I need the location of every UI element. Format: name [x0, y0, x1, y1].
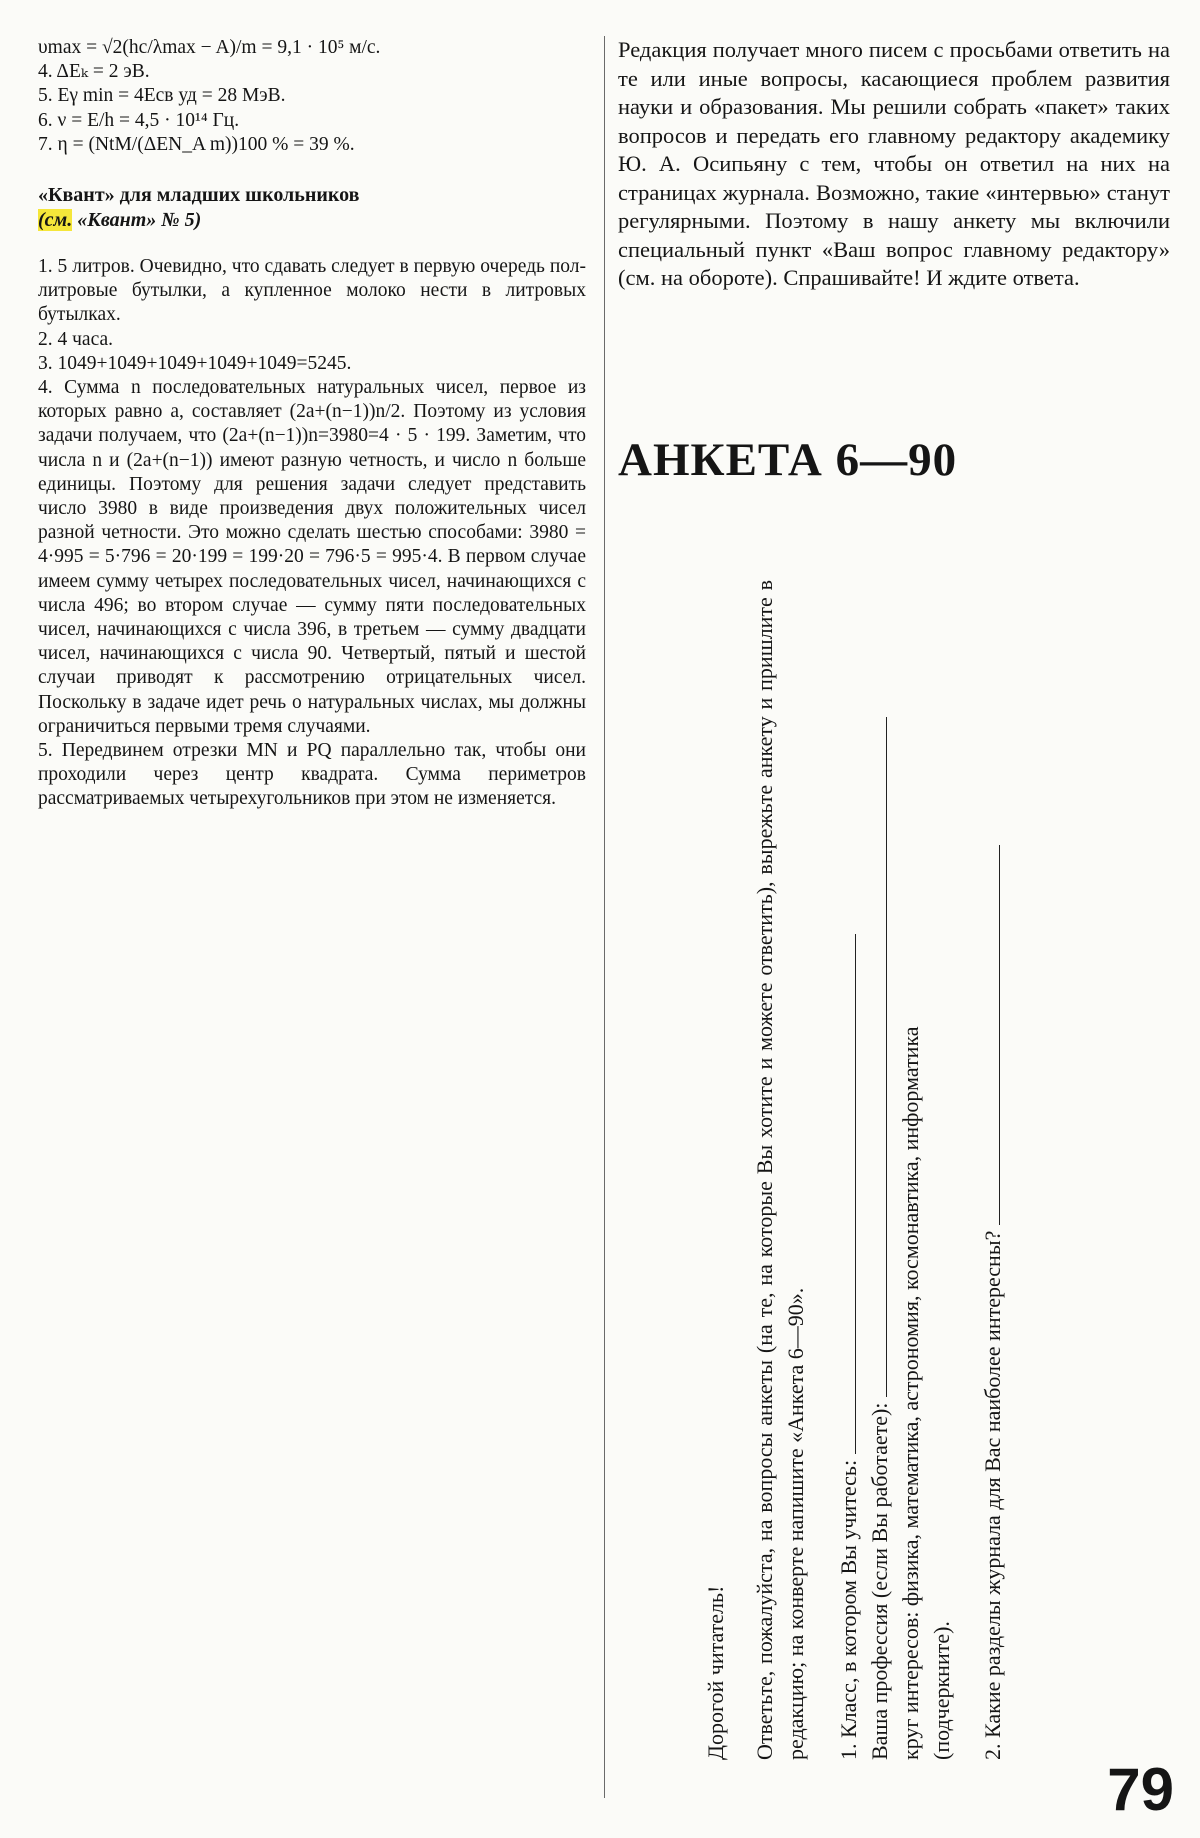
column-divider: [604, 36, 605, 1798]
solution-item: 2. 4 часа.: [38, 328, 114, 350]
greeting: Дорогой читатель!: [703, 1585, 728, 1760]
q1-profession-answer-line[interactable]: [885, 717, 887, 1397]
q1-interests-note: (подчеркните).: [929, 1621, 954, 1760]
solution-item: 5. Передвинем отрезки MN и PQ параллельно так, чтобы они проходили через центр квадрата. Сумма периметров рассматриваемых четырехугольников при этом не изменяется.: [38, 740, 586, 810]
q2-answer-line[interactable]: [998, 845, 1000, 1225]
q1-profession-label: Ваша профессия (если Вы работаете):: [867, 1402, 892, 1760]
solution-item: 1. 5 литров. Очевидно, что сдавать следует в первую очередь пол-литровые бутылки, а купленное молоко нести в литровых бутылках.: [38, 256, 586, 326]
right-column: [618, 36, 1170, 486]
q1-class-label: 1. Класс, в котором Вы учитесь:: [836, 1459, 861, 1760]
instructions: Ответьте, пожалуйста, на вопросы анкеты (на те, на которые Вы хотите и можете ответить), вырежьте анкету и пришлите в редакцию; на конверте напишите «Анкета 6—90».: [752, 580, 808, 1760]
q2-label: 2. Какие разделы журнала для Вас наиболее интересны?: [980, 1230, 1005, 1760]
q1-interests[interactable]: круг интересов: физика, математика, астрономия, космонавтика, информатика: [898, 1026, 923, 1760]
editorial-intro: Редакция получает много писем с просьбами ответить на те или иные вопросы, касающиеся проблем развития науки и образования. Мы решили собрать «пакет» таких вопросов и передать его главному редактору академику Ю. А. Осипьяну с тем, чтобы он ответил на них на страницах журнала. Возможно, такие «интервью» станут регулярными. Поэтому в нашу анкету мы включили специальный пункт «Ваш вопрос главному редактору» (см. на обороте). Спрашивайте! И ждите ответа.: [618, 37, 1170, 290]
question-2[interactable]: [977, 580, 1008, 1760]
solution-item: 3. 1049+1049+1049+1049+1049=5245.: [38, 352, 352, 374]
highlight-mark: (см.: [38, 209, 73, 232]
q1-class-answer-line[interactable]: [854, 934, 856, 1454]
section-heading-ref-text: «Квант» № 5): [77, 209, 202, 232]
solutions-list: [38, 255, 586, 812]
anketa-title: АНКЕТА 6—90: [618, 434, 958, 486]
section-heading-title: «Квант» для младших школьников: [38, 184, 360, 207]
section-heading: [38, 183, 586, 233]
left-column: [38, 36, 586, 812]
formula-line: 7. η = (NtM/(ΔEN_A m))100 % = 39 %.: [38, 133, 355, 155]
q1-profession-row[interactable]: [864, 580, 895, 1760]
formula-line: υmax = √2(hc/λmax − A)/m = 9,1 · 10⁵ м/с.: [38, 37, 381, 58]
formula-line: 5. Eγ min = 4Eсв уд = 28 МэВ.: [38, 85, 286, 107]
q1-class-row[interactable]: [833, 580, 864, 1760]
solution-item: 4. Сумма n последовательных натуральных чисел, первое из которых равно a, составляет (2a+(n−1))n/2. Поэтому из условия задачи получаем, что (2a+(n−1))n=3980=4 · 5 · 199. Заметим, что числа n и (2a+(n−1)) имеют разную четность, и число n больше единицы. Поэтому для решения задачи следует представить число 3980 в виде произведения двух положительных чисел разной четности. Это можно сделать шестью способами: 3980 = 4·995 = 5·796 = 20·199 = 199·20 = 796·5 = 995·4. В первом случае имеем сумму четырех последовательных чисел, начинающихся с числа 496; во втором случае — сумму пяти последовательных чисел, начинающихся с числа 396, в третьем — сумму двадцати чисел, начинающихся с числа 90. Четвертый, пятый и шестой случаи приводят к рассмотрению отрицательных чисел. Поскольку в задаче идет речь о натуральных числах, мы должны ограничиться первыми тремя случаями.: [38, 377, 586, 737]
questionnaire-area: [700, 580, 1140, 1760]
questionnaire-rotated: [700, 580, 1140, 1760]
section-heading-ref: [38, 208, 586, 233]
formula-line: 6. ν = E/h = 4,5 · 10¹⁴ Гц.: [38, 109, 240, 131]
page-number: 79: [1107, 1756, 1174, 1823]
formula-line: 4. ΔEₖ = 2 эВ.: [38, 61, 150, 83]
question-1: [833, 580, 957, 1760]
